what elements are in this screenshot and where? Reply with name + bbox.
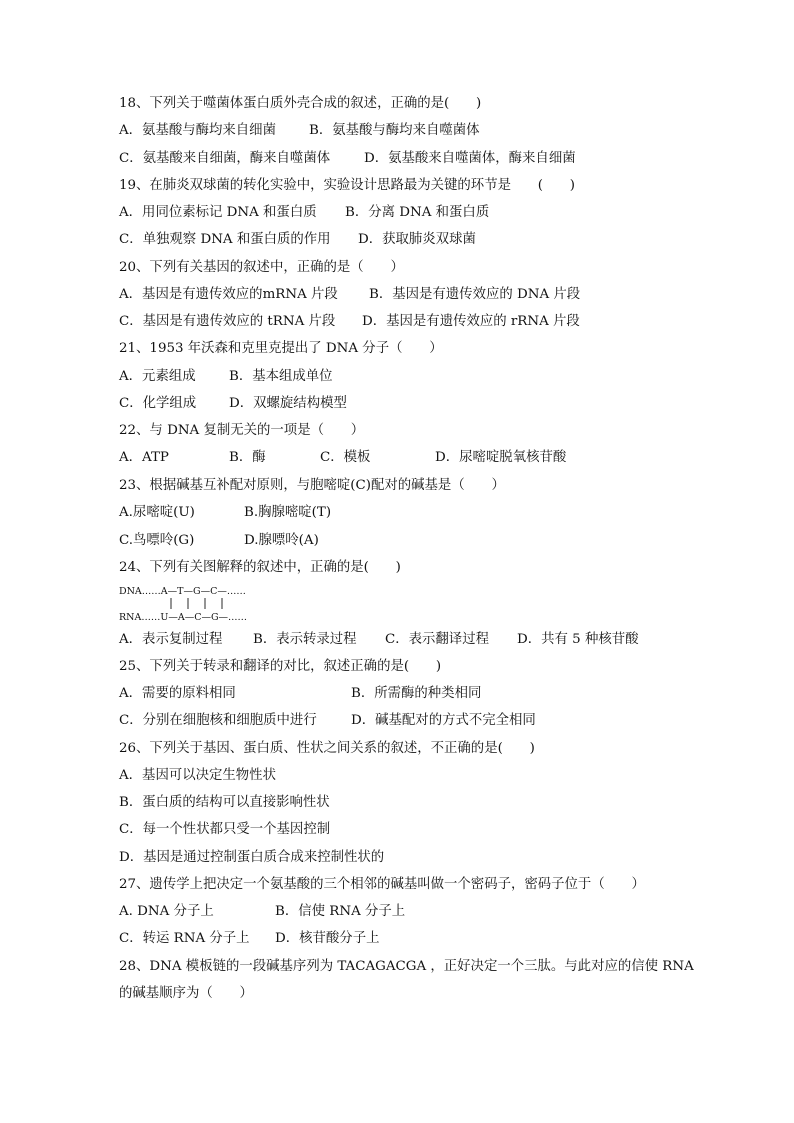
dna-strand-label: DNA……A—T—G—C—…… — [119, 586, 246, 597]
question-26-option-a: A．基因可以决定生物性状 — [119, 768, 276, 783]
question-26-option-d: D．基因是通过控制蛋白质合成来控制性状的 — [119, 850, 385, 865]
question-22-option-c: C．模板 — [320, 450, 371, 465]
transcription-figure — [119, 584, 259, 624]
question-19-option-b: B．分离 DNA 和蛋白质 — [345, 205, 490, 220]
question-19-stem: 19、在肺炎双球菌的转化实验中，实验设计思路最为关键的环节是 ( ) — [119, 178, 575, 193]
question-28-stem-continued: 的碱基顺序为（ ） — [119, 986, 253, 1001]
question-20-stem: 20、下列有关基因的叙述中，正确的是（ ） — [119, 260, 404, 275]
question-20-option-a: A．基因是有遗传效应的mRNA 片段 — [119, 287, 338, 302]
question-27-option-b: B．信使 RNA 分子上 — [275, 904, 406, 919]
question-26-option-b: B．蛋白质的结构可以直接影响性状 — [119, 795, 330, 810]
question-18-stem: 18、下列关于噬菌体蛋白质外壳合成的叙述，正确的是( ) — [119, 96, 482, 111]
question-21-option-b: B．基本组成单位 — [229, 369, 333, 384]
question-25-option-c: C．分别在细胞核和细胞质中进行 — [119, 713, 317, 728]
question-21-option-c: C．化学组成 — [119, 396, 197, 411]
question-20-option-c: C．基因是有遗传效应的 tRNA 片段 — [119, 314, 336, 329]
question-23-stem: 23、根据碱基互补配对原则，与胞嘧啶(C)配对的碱基是（ ） — [119, 478, 505, 493]
question-21-option-a: A．元素组成 — [119, 369, 196, 384]
question-22-stem: 22、与 DNA 复制无关的一项是（ ） — [119, 423, 365, 438]
question-20-option-b: B．基因是有遗传效应的 DNA 片段 — [369, 287, 581, 302]
question-27-stem: 27、遗传学上把决定一个氨基酸的三个相邻的碱基叫做一个密码子，密码子位于（ ） — [119, 877, 645, 892]
question-18-option-b: B．氨基酸与酶均来自噬菌体 — [309, 123, 480, 138]
question-23-option-d: D.腺嘌呤(A) — [244, 533, 319, 548]
question-25-option-b: B．所需酶的种类相同 — [351, 686, 482, 701]
question-24-option-a: A．表示复制过程 — [119, 632, 223, 647]
rna-strand-label: RNA……U—A—C—G—…… — [119, 612, 248, 623]
question-22-option-b: B．酶 — [229, 450, 266, 465]
question-21-option-d: D．双螺旋结构模型 — [229, 396, 347, 411]
question-18-option-d: D．氨基酸来自噬菌体，酶来自细菌 — [364, 151, 576, 166]
question-19-option-a: A．用同位素标记 DNA 和蛋白质 — [119, 205, 317, 220]
question-23-option-c: C.鸟嘌呤(G) — [119, 533, 195, 548]
question-26-stem: 26、下列关于基因、蛋白质、性状之间关系的叙述，不正确的是( ) — [119, 741, 535, 756]
question-23-option-a: A.尿嘧啶(U) — [119, 505, 195, 520]
question-28-stem: 28、DNA 模板链的一段碱基序列为 TACAGACGA ，正好决定一个三肽。与此对应的信使 RNA — [119, 959, 694, 974]
question-27-option-c: C．转运 RNA 分子上 — [119, 931, 250, 946]
question-26-option-c: C．每一个性状都只受一个基因控制 — [119, 822, 331, 837]
question-20-option-d: D．基因是有遗传效应的 rRNA 片段 — [362, 314, 580, 329]
question-21-stem: 21、1953 年沃森和克里克提出了 DNA 分子（ ） — [119, 341, 443, 356]
question-22-option-d: D．尿嘧啶脱氧核苷酸 — [435, 450, 567, 465]
question-24-option-d: D．共有 5 种核苷酸 — [517, 632, 639, 647]
question-19-option-d: D．获取肺炎双球菌 — [358, 232, 476, 247]
question-24-stem: 24、下列有关图解释的叙述中，正确的是( ) — [119, 560, 401, 575]
question-18-option-c: C．氨基酸来自细菌，酶来自噬菌体 — [119, 151, 331, 166]
question-25-option-a: A．需要的原料相同 — [119, 686, 236, 701]
question-24-option-c: C．表示翻译过程 — [385, 632, 489, 647]
question-18-option-a: A．氨基酸与酶均来自细菌 — [119, 123, 276, 138]
question-19-option-c: C．单独观察 DNA 和蛋白质的作用 — [119, 232, 331, 247]
question-27-option-d: D．核苷酸分子上 — [275, 931, 380, 946]
question-27-option-a: A. DNA 分子上 — [119, 904, 214, 919]
question-22-option-a: A．ATP — [119, 450, 169, 465]
question-24-option-b: B．表示转录过程 — [253, 632, 357, 647]
question-25-stem: 25、下列关于转录和翻译的对比，叙述正确的是( ) — [119, 659, 442, 674]
question-25-option-d: D．碱基配对的方式不完全相同 — [351, 713, 536, 728]
question-23-option-b: B.胸腺嘧啶(T) — [244, 505, 332, 520]
